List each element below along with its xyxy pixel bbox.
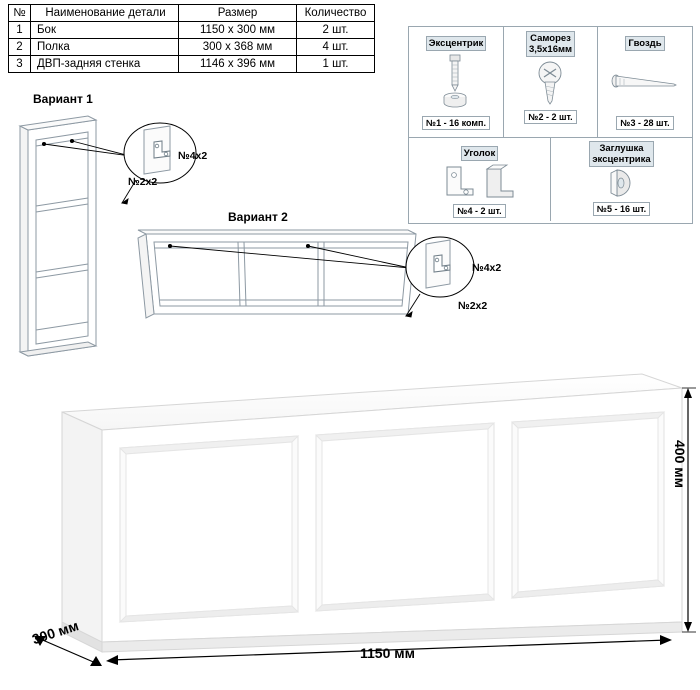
hardware-title-line1: Заглушка — [599, 143, 644, 154]
hardware-item-nail — [598, 27, 692, 137]
variant-1-callout-screw-label: №2х2 — [128, 176, 158, 188]
hardware-title: Гвоздь — [625, 36, 664, 51]
screw-icon — [504, 57, 597, 107]
variant-2-title: Вариант 2 — [228, 210, 288, 224]
hardware-item-bracket — [409, 138, 550, 222]
table-header-num: № — [9, 5, 31, 22]
hardware-title-line2: эксцентрика — [592, 154, 651, 165]
hardware-label: №4 - 2 шт. — [453, 204, 505, 218]
hardware-label: №3 - 28 шт. — [616, 116, 673, 130]
cell-qty: 1 шт. — [297, 56, 375, 73]
height-dimension-label: 400 мм — [672, 440, 688, 488]
table-header-name: Наименование детали — [31, 5, 179, 22]
table-row — [9, 56, 375, 73]
cap-icon — [551, 167, 692, 199]
hardware-title-line1: Саморез — [530, 33, 571, 44]
variant-1-callout-bracket-label: №4х2 — [178, 150, 208, 162]
cell-num: 1 — [9, 22, 31, 39]
hardware-title-line2: 3,5х16мм — [528, 44, 573, 55]
width-dimension-label: 1150 мм — [360, 645, 415, 661]
cell-size: 1150 х 300 мм — [179, 22, 297, 39]
hardware-title: Эксцентрик — [426, 36, 487, 51]
hardware-title — [589, 141, 653, 167]
table-header-qty: Количество — [297, 5, 375, 22]
cell-num: 3 — [9, 56, 31, 73]
variant-1-title: Вариант 1 — [33, 92, 93, 106]
cell-size: 300 х 368 мм — [179, 39, 297, 56]
hardware-label: №1 - 16 комп. — [422, 116, 490, 130]
nail-icon — [598, 51, 692, 113]
hardware-title: Уголок — [461, 146, 498, 161]
depth-dimension-label: 300 мм — [30, 617, 81, 648]
hardware-item-cap — [551, 138, 692, 222]
hardware-legend-panel — [408, 26, 693, 224]
cell-name: Бок — [31, 22, 179, 39]
assembled-3d-view — [20, 360, 700, 680]
eccentric-icon — [409, 51, 503, 113]
hardware-label: №5 - 16 шт. — [593, 202, 650, 216]
variant-2-callout-screw-label: №2х2 — [458, 300, 488, 312]
hardware-title — [526, 31, 575, 57]
table-row — [9, 39, 375, 56]
table-row — [9, 22, 375, 39]
bracket-icon — [409, 161, 550, 201]
parts-table — [8, 4, 375, 73]
cell-qty: 4 шт. — [297, 39, 375, 56]
hardware-item-screw — [504, 27, 597, 137]
variant-2-callout-bracket-label: №4х2 — [472, 262, 502, 274]
cell-name: Полка — [31, 39, 179, 56]
cell-qty: 2 шт. — [297, 22, 375, 39]
table-header-row — [9, 5, 375, 22]
variant-2-drawing — [130, 222, 480, 342]
cell-name: ДВП-задняя стенка — [31, 56, 179, 73]
cell-num: 2 — [9, 39, 31, 56]
table-header-size: Размер — [179, 5, 297, 22]
hardware-label: №2 - 2 шт. — [524, 110, 576, 124]
cell-size: 1146 х 396 мм — [179, 56, 297, 73]
hardware-item-eccentric — [409, 27, 503, 137]
